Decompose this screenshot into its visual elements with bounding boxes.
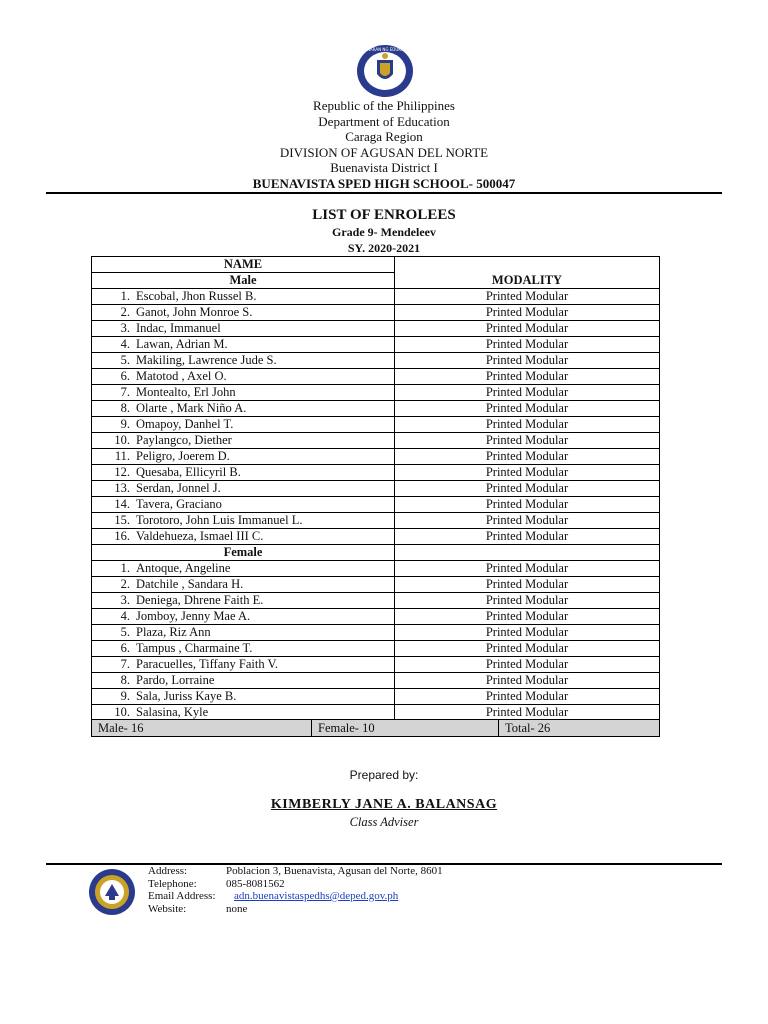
table-row xyxy=(92,401,660,417)
table-row xyxy=(92,641,660,657)
table-row xyxy=(92,433,660,449)
signatory-name-text: KIMBERLY JANE A. BALANSAG xyxy=(270,797,498,812)
student-name: Torotoro, John Luis Immanuel L. xyxy=(136,513,303,527)
modality-cell: Printed Modular xyxy=(395,689,660,705)
school-logo xyxy=(88,868,136,916)
telephone-value: 085-8081562 xyxy=(226,877,285,890)
grade-section: Grade 9- Mendeleev xyxy=(332,225,436,239)
modality-cell: Printed Modular xyxy=(395,609,660,625)
modality-cell: Printed Modular xyxy=(395,433,660,449)
row-number: 15. xyxy=(114,513,130,527)
row-number: 1. xyxy=(120,289,130,303)
letterhead-division: DIVISION OF AGUSAN DEL NORTE xyxy=(279,144,489,160)
student-name: Quesaba, Ellicyril B. xyxy=(136,465,241,479)
telephone-label: Telephone: xyxy=(148,877,197,890)
student-cell xyxy=(92,449,395,465)
modality-cell: Printed Modular xyxy=(395,657,660,673)
table-row xyxy=(92,657,660,673)
student-cell xyxy=(92,481,395,497)
student-name: Serdan, Jonnel J. xyxy=(136,481,221,495)
table-row xyxy=(92,497,660,513)
letterhead-district: Buenavista District I xyxy=(330,160,438,176)
student-cell xyxy=(92,321,395,337)
modality-header-blank xyxy=(395,257,660,273)
letterhead-department: Department of Education xyxy=(318,113,450,129)
enrolees-table xyxy=(91,256,660,721)
row-number: 2. xyxy=(120,577,130,591)
table-row xyxy=(92,689,660,705)
student-name: Indac, Immanuel xyxy=(136,321,221,335)
student-cell xyxy=(92,625,395,641)
female-section-row xyxy=(92,545,660,561)
row-number: 8. xyxy=(120,673,130,687)
modality-cell: Printed Modular xyxy=(395,385,660,401)
table-row xyxy=(92,289,660,305)
table-subheader-row xyxy=(92,273,660,289)
modality-column-header: MODALITY xyxy=(395,273,660,289)
student-name: Montealto, Erl John xyxy=(136,385,236,399)
row-number: 3. xyxy=(120,321,130,335)
address-value: Poblacion 3, Buenavista, Agusan del Norte, 8601 xyxy=(226,865,443,877)
student-cell xyxy=(92,497,395,513)
male-section-header: Male xyxy=(92,273,395,289)
student-name: Paylangco, Diether xyxy=(136,433,232,447)
letterhead xyxy=(0,98,768,192)
table-row xyxy=(92,305,660,321)
website-label: Website: xyxy=(148,902,187,915)
table-row xyxy=(92,513,660,529)
student-cell xyxy=(92,529,395,545)
modality-cell: Printed Modular xyxy=(395,513,660,529)
email-link[interactable]: adn.buenavistaspedhs@deped.gov.ph xyxy=(234,890,399,902)
modality-cell: Printed Modular xyxy=(395,561,660,577)
student-cell xyxy=(92,305,395,321)
table-row xyxy=(92,321,660,337)
modality-cell: Printed Modular xyxy=(395,369,660,385)
student-cell xyxy=(92,689,395,705)
student-name: Paracuelles, Tiffany Faith V. xyxy=(136,657,279,671)
female-total: Female- 10 xyxy=(312,720,499,737)
address-label: Address: xyxy=(148,865,188,877)
student-cell xyxy=(92,401,395,417)
student-cell xyxy=(92,513,395,529)
row-number: 16. xyxy=(114,529,130,543)
row-number: 10. xyxy=(114,433,130,447)
website-value: none xyxy=(226,902,248,915)
table-row xyxy=(92,353,660,369)
table-row xyxy=(92,465,660,481)
student-name: Omapoy, Danhel T. xyxy=(136,417,234,431)
table-row xyxy=(92,481,660,497)
student-name: Datchile , Sandara H. xyxy=(136,577,244,591)
email-label: Email Address: xyxy=(148,890,216,902)
row-number: 10. xyxy=(114,705,130,719)
signatory-role: Class Adviser xyxy=(349,815,419,829)
letterhead-country: Republic of the Philippines xyxy=(313,98,455,113)
row-number: 7. xyxy=(120,657,130,671)
modality-cell: Printed Modular xyxy=(395,417,660,433)
student-name: Jomboy, Jenny Mae A. xyxy=(136,609,251,623)
student-cell xyxy=(92,561,395,577)
modality-cell: Printed Modular xyxy=(395,705,660,721)
modality-cell: Printed Modular xyxy=(395,321,660,337)
student-name: Olarte , Mark Niño A. xyxy=(136,401,247,415)
student-cell xyxy=(92,465,395,481)
student-name: Ganot, John Monroe S. xyxy=(136,305,253,319)
table-row xyxy=(92,625,660,641)
modality-cell: Printed Modular xyxy=(395,529,660,545)
table-row xyxy=(92,417,660,433)
table-row xyxy=(92,609,660,625)
row-number: 6. xyxy=(120,369,130,383)
prepared-by-label: Prepared by: xyxy=(349,768,419,782)
row-number: 5. xyxy=(120,353,130,367)
student-name: Matotod , Axel O. xyxy=(136,369,227,383)
table-row xyxy=(92,369,660,385)
row-number: 1. xyxy=(120,561,130,575)
modality-cell: Printed Modular xyxy=(395,673,660,689)
student-cell xyxy=(92,641,395,657)
student-name: Pardo, Lorraine xyxy=(136,673,215,687)
student-cell xyxy=(92,353,395,369)
deped-seal-logo xyxy=(355,44,415,98)
student-cell xyxy=(92,337,395,353)
table-row xyxy=(92,385,660,401)
student-name: Antoque, Angeline xyxy=(136,561,231,575)
row-number: 2. xyxy=(120,305,130,319)
modality-cell: Printed Modular xyxy=(395,481,660,497)
modality-cell: Printed Modular xyxy=(395,641,660,657)
table-row xyxy=(92,593,660,609)
student-cell xyxy=(92,673,395,689)
row-number: 6. xyxy=(120,641,130,655)
table-header-row xyxy=(92,257,660,273)
student-name: Escobal, Jhon Russel B. xyxy=(136,289,257,303)
row-number: 13. xyxy=(114,481,130,495)
row-number: 14. xyxy=(114,497,130,511)
modality-cell: Printed Modular xyxy=(395,353,660,369)
student-cell xyxy=(92,433,395,449)
modality-cell: Printed Modular xyxy=(395,289,660,305)
row-number: 9. xyxy=(120,417,130,431)
modality-cell: Printed Modular xyxy=(395,577,660,593)
modality-cell: Printed Modular xyxy=(395,305,660,321)
row-number: 7. xyxy=(120,385,130,399)
modality-cell: Printed Modular xyxy=(395,401,660,417)
student-name: Sala, Juriss Kaye B. xyxy=(136,689,237,703)
modality-cell: Printed Modular xyxy=(395,337,660,353)
table-row xyxy=(92,337,660,353)
modality-cell: Printed Modular xyxy=(395,625,660,641)
seal-lettering: KAGAWARAN NG EDUKASYON xyxy=(355,47,415,52)
modality-cell: Printed Modular xyxy=(395,449,660,465)
student-cell xyxy=(92,609,395,625)
header-divider xyxy=(46,192,722,194)
signatory-name xyxy=(0,797,768,813)
table-row xyxy=(92,449,660,465)
row-number: 4. xyxy=(120,337,130,351)
student-cell xyxy=(92,577,395,593)
student-name: Plaza, Riz Ann xyxy=(136,625,211,639)
modality-cell: Printed Modular xyxy=(395,497,660,513)
modality-cell: Printed Modular xyxy=(395,593,660,609)
row-number: 11. xyxy=(114,449,130,463)
letterhead-school: BUENAVISTA SPED HIGH SCHOOL- 500047 xyxy=(252,175,516,191)
row-number: 9. xyxy=(120,689,130,703)
table-row xyxy=(92,561,660,577)
name-column-header: NAME xyxy=(92,257,395,273)
student-cell xyxy=(92,417,395,433)
grand-total: Total- 26 xyxy=(499,720,660,737)
student-name: Tavera, Graciano xyxy=(136,497,222,511)
school-year: SY. 2020-2021 xyxy=(347,241,421,255)
student-cell xyxy=(92,657,395,673)
student-name: Peligro, Joerem D. xyxy=(136,449,230,463)
table-row xyxy=(92,673,660,689)
row-number: 8. xyxy=(120,401,130,415)
student-name: Salasina, Kyle xyxy=(136,705,209,719)
row-number: 12. xyxy=(114,465,130,479)
student-name: Deniega, Dhrene Faith E. xyxy=(136,593,264,607)
female-section-header: Female xyxy=(92,545,395,561)
student-name: Valdehueza, Ismael III C. xyxy=(136,529,264,543)
student-cell xyxy=(92,369,395,385)
row-number: 4. xyxy=(120,609,130,623)
student-name: Lawan, Adrian M. xyxy=(136,337,228,351)
student-cell xyxy=(92,593,395,609)
table-row xyxy=(92,529,660,545)
student-cell xyxy=(92,385,395,401)
row-number: 5. xyxy=(120,625,130,639)
page-title: LIST OF ENROLEES xyxy=(312,207,456,223)
student-cell xyxy=(92,289,395,305)
female-section-blank xyxy=(395,545,660,561)
letterhead-region: Caraga Region xyxy=(345,129,423,145)
student-name: Makiling, Lawrence Jude S. xyxy=(136,353,277,367)
contact-block xyxy=(148,865,443,915)
row-number: 3. xyxy=(120,593,130,607)
totals-row xyxy=(91,719,660,737)
student-name: Tampus , Charmaine T. xyxy=(136,641,253,655)
table-row xyxy=(92,577,660,593)
male-total: Male- 16 xyxy=(92,720,312,737)
modality-cell: Printed Modular xyxy=(395,465,660,481)
